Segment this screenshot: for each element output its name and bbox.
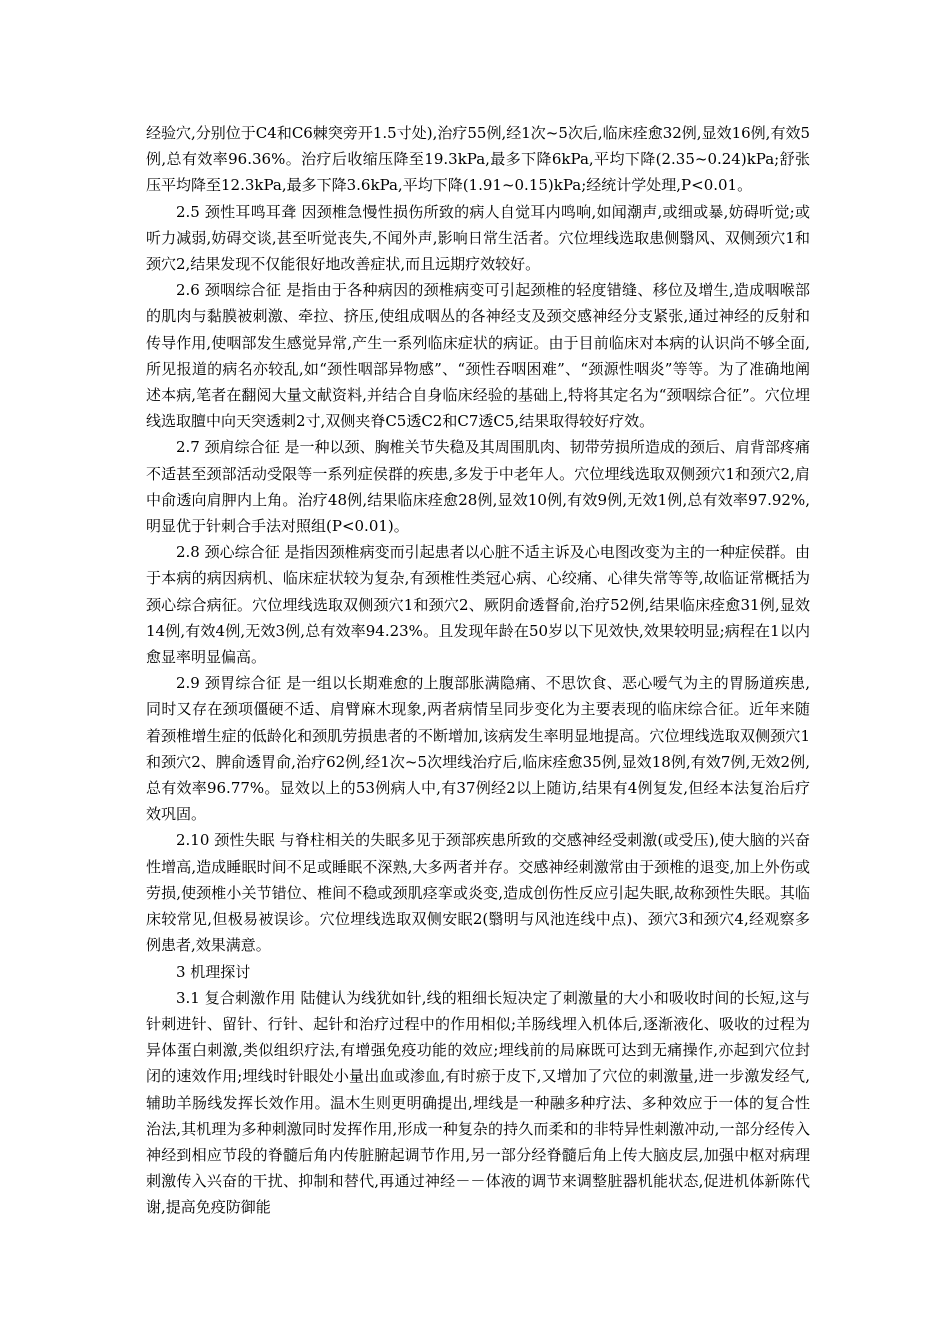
paragraph-3-1-compound-stimulation: 3.1 复合刺激作用 陆健认为线犹如针,线的粗细长短决定了刺激量的大小和吸收时间的长短,这与针刺进针、留针、行针、起针和治疗过程中的作用相似;羊肠线埋入机体后,逐渐液化、吸收的过程为异体蛋白刺激,类似组织疗法,有增强免疫功能的效应;埋线前的局麻既可达到无痛操作,亦起到穴位封闭的速效作用;埋线时针眼处小量出血或渗血,有时瘀于皮下,又增加了穴位的刺激量,进一步激发经气,辅助羊肠线发挥长效作用。温木生则更明确提出,埋线是一种融多种疗法、多种效应于一体的复合性治法,其机理为多种刺激同时发挥作用,形成一种复杂的持久而柔和的非特异性刺激冲动,一部分经传入神经到相应节段的脊髓后角内传脏腑起调节作用,另一部分经脊髓后角上传大脑皮层,加强中枢对病理刺激传入兴奋的干扰、抑制和替代,再通过神经－－体液的调节来调整脏器机能状态,促进机体新陈代谢,提高免疫防御能 — [146, 988, 810, 1217]
paragraph-2-9-cervical-stomach: 2.9 颈胃综合征 是一组以长期难愈的上腹部胀满隐痛、不思饮食、恶心嗳气为主的胃肠道疾患,同时又存在颈项僵硬不适、肩臂麻木现象,两者病情呈同步变化为主要表现的临床综合征。近年来随着颈椎增生症的低龄化和颈肌劳损患者的不断增加,该病发生率明显地提高。穴位埋线选取双侧颈穴1和颈穴2、脾俞透胃俞,治疗62例,经1次~5次埋线治疗后,临床痊愈35例,显效18例,有效7例,无效2例,总有效率96.77%。显效以上的53例病人中,有37例经2以上随访,结果有4例复发,但经本法复治后疗效巩固。 — [146, 674, 810, 824]
paragraph-2-5-cervical-tinnitus: 2.5 颈性耳鸣耳聋 因颈椎急慢性损伤所致的病人自觉耳内鸣响,如闻潮声,或细或暴,妨碍听觉;或听力减弱,妨碍交谈,甚至听觉丧失,不闻外声,影响日常生活者。穴位埋线选取患侧翳风、双侧颈穴1和颈穴2,结果发现不仅能很好地改善症状,而且远期疗效较好。 — [146, 202, 810, 274]
paragraph-2-10-cervical-insomnia: 2.10 颈性失眠 与脊柱相关的失眠多见于颈部疾患所致的交感神经受刺激(或受压),使大脑的兴奋性增高,造成睡眠时间不足或睡眠不深熟,大多两者并存。交感神经刺激常由于颈椎的退变,加上外伤或劳损,使颈椎小关节错位、椎间不稳或颈肌痉挛或炎变,造成创伤性反应引起失眠,故称颈性失眠。其临床较常见,但极易被误诊。穴位埋线选取双侧安眠2(翳明与风池连线中点)、颈穴3和颈穴4,经观察多例患者,效果满意。 — [146, 831, 810, 955]
document-body — [146, 120, 810, 1221]
paragraph-2-6-cervical-pharynx: 2.6 颈咽综合征 是指由于各种病因的颈椎病变可引起颈椎的轻度错缝、移位及增生,造成咽喉部的肌肉与黏膜被刺激、牵拉、挤压,使组成咽丛的各神经支及颈交感神经分支紧张,通过神经的反射和传导作用,使咽部发生感觉异常,产生一系列临床症状的病证。由于目前临床对本病的认识尚不够全面,所见报道的病名亦较乱,如“颈性咽部异物感”、“颈性吞咽困难”、“颈源性咽炎”等等。为了准确地阐述本病,笔者在翻阅大量文献资料,并结合自身临床经验的基础上,特将其定名为“颈咽综合征”。穴位埋线选取膻中向天突透刺2寸,双侧夹脊C5透C2和C7透C5,结果取得较好疗效。 — [146, 281, 810, 431]
paragraph-2-4-continued: 经验穴,分别位于C4和C6棘突旁开1.5寸处),治疗55例,经1次~5次后,临床痊愈32例,显效16例,有效5例,总有效率96.36%。治疗后收缩压降至19.3kPa,最多下降6kPa,平均下降(2.35~0.24)kPa;舒张压平均降至12.3kPa,最多下降3.6kPa,平均下降(1.91~0.15)kPa;经统计学处理,P<0.01。 — [146, 124, 810, 195]
paragraph-2-7-cervical-shoulder: 2.7 颈肩综合征 是一种以颈、胸椎关节失稳及其周围肌肉、韧带劳损所造成的颈后、肩背部疼痛不适甚至颈部活动受限等一系列症侯群的疾患,多发于中老年人。穴位埋线选取双侧颈穴1和颈穴2,肩中俞透向肩胛内上角。治疗48例,结果临床痊愈28例,显效10例,有效9例,无效1例,总有效率97.92%,明显优于针刺合手法对照组(P<0.01)。 — [146, 438, 810, 536]
paragraph-2-8-cervical-heart: 2.8 颈心综合征 是指因颈椎病变而引起患者以心脏不适主诉及心电图改变为主的一种症侯群。由于本病的病因病机、临床症状较为复杂,有颈椎性类冠心病、心绞痛、心律失常等等,故临证常概括为颈心综合病征。穴位埋线选取双侧颈穴1和颈穴2、厥阴俞透督俞,治疗52例,结果临床痊愈31例,显效14例,有效4例,无效3例,总有效率94.23%。且发现年龄在50岁以下见效快,效果较明显;病程在1以内愈显率明显偏高。 — [146, 543, 810, 667]
section-heading-3-mechanism: 3 机理探讨 — [176, 962, 251, 981]
